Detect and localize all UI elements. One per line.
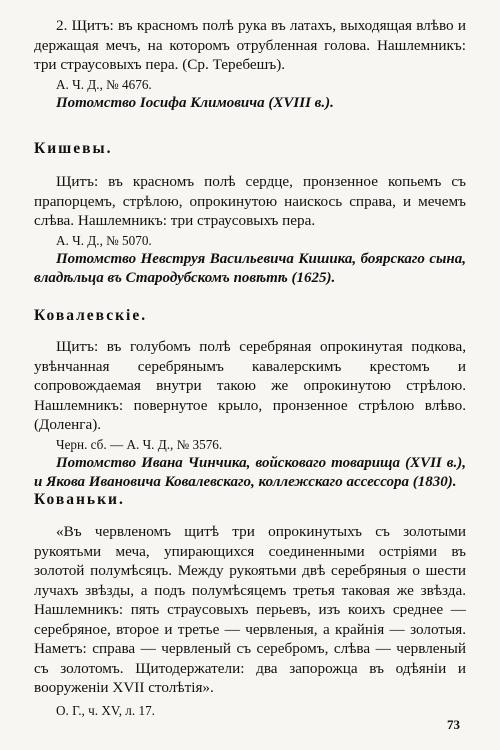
kovalevskie-reference: Черн. сб. — А. Ч. Д., № 3576. — [56, 436, 223, 452]
kovanki-text: «Въ червленомъ щитѣ три опрокинутыхъ съ золотыми рукоятьми меча, упирающихся соединенными остріями въ золотой полумѣсяцъ. Между рукоятьми двѣ серебряныя о шести лучахъ звѣзды, а подъ полумѣсяцемъ третья таковая же звѣзда. Нашлемникъ: пять страусовыхъ перьевъ, изъ коихъ среднее — серебряное, второе и третье — червленыя, а крайнія — золотыя. Наметъ: справа — червленый съ серебромъ, слѣва — червленый съ золотомъ. Щитодержатели: два запорожца въ одѣяніи и вооруженіи XVII столѣтія». — [34, 523, 466, 696]
entry-2-reference: А. Ч. Д., № 4676. — [56, 76, 152, 92]
entry-kovalevskie — [34, 337, 466, 493]
entry-kovanki — [34, 522, 466, 720]
kishevy-reference: А. Ч. Д., № 5070. — [56, 232, 152, 248]
kovalevskie-text: Щитъ: въ голубомъ полѣ серебряная опрокинутая подкова, увѣнчанная серебрянымъ кавалерскимъ крестомъ и сопровождаемая внутри такою же опрокинутою стрѣлою. Нашлемникъ: повернутое крыло, пронзенное стрѣлою влѣво. (Доленга). — [34, 338, 466, 433]
entry-2-text: 2. Щитъ: въ красномъ полѣ рука въ латахъ, выходящая влѣво и держащая мечъ, на которомъ отрубленная голова. Нашлемникъ: три страусовыхъ пера. (Ср. Теребешъ). — [34, 17, 466, 73]
kovalevskie-lineage: Потомство Ивана Чинчика, войсковаго товарища (XVII в.), и Якова Ивановича Ковалевскаго, коллежскаго ассессора (1830). — [34, 454, 466, 490]
heading-kovanki: Кованьки. — [34, 491, 125, 508]
kishevy-text: Щитъ: въ красномъ полѣ сердце, пронзенное копьемъ съ прапорцемъ, стрѣлою, опрокинутою наискось справа, и мечемъ слѣва. Нашлемникъ: три страусовыхъ пера. — [34, 173, 466, 229]
page-number: 73 — [447, 717, 460, 732]
heading-kishevy: Кишевы. — [34, 140, 113, 157]
entry-kishevy — [34, 172, 466, 289]
entry-2 — [34, 16, 466, 113]
entry-2-lineage: Потомство Іосифа Климовича (XVIII в.). — [56, 94, 334, 111]
kovanki-reference: О. Г., ч. XV, л. 17. — [56, 702, 155, 718]
heading-kovalevskie: Ковалевскіе. — [34, 307, 148, 324]
kishevy-lineage: Потомство Невструя Васильевича Кишика, боярскаго сына, владѣльца въ Стародубскомъ повѣтѣ (1625). — [34, 250, 466, 286]
